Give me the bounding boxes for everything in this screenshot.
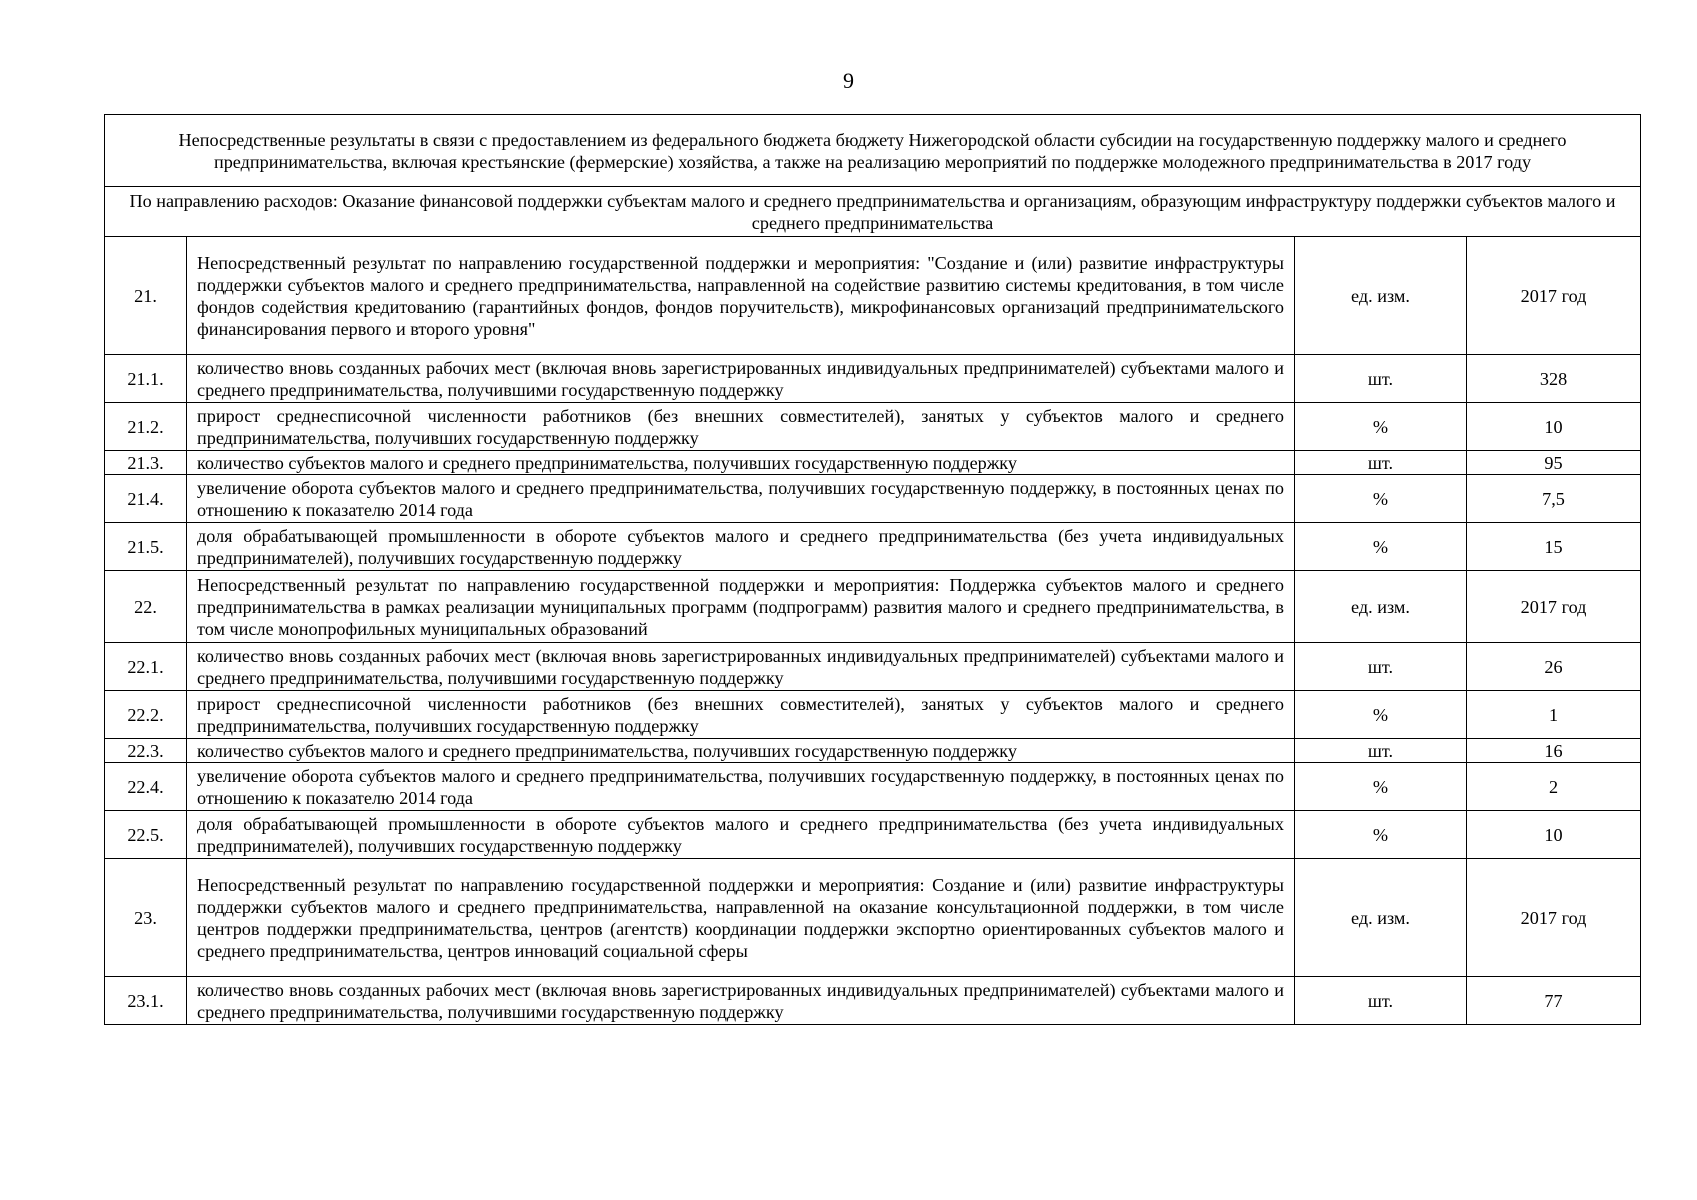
table-row: [105, 763, 1641, 811]
row-value: 2017 год: [1467, 571, 1641, 643]
row-unit: шт.: [1295, 355, 1467, 403]
table-row: [105, 811, 1641, 859]
row-description: увеличение оборота субъектов малого и среднего предпринимательства, получивших государственную поддержку, в постоянных ценах по отношению к показателю 2014 года: [187, 763, 1295, 811]
row-number: 23.1.: [105, 977, 187, 1025]
row-description: прирост среднесписочной численности работников (без внешних совместителей), занятых у субъектов малого и среднего предпринимательства, получивших государственную поддержку: [187, 691, 1295, 739]
row-unit: %: [1295, 763, 1467, 811]
row-unit: шт.: [1295, 739, 1467, 763]
row-description: количество вновь созданных рабочих мест (включая вновь зарегистрированных индивидуальных предпринимателей) субъектами малого и среднего предпринимательства, получившими государственную поддержку: [187, 643, 1295, 691]
row-value: 10: [1467, 811, 1641, 859]
table-row: [105, 355, 1641, 403]
row-value: 7,5: [1467, 475, 1641, 523]
row-number: 22.: [105, 571, 187, 643]
row-value: 1: [1467, 691, 1641, 739]
row-value: 15: [1467, 523, 1641, 571]
table-row: [105, 237, 1641, 355]
table-row: [105, 403, 1641, 451]
row-number: 22.1.: [105, 643, 187, 691]
row-value: 2017 год: [1467, 237, 1641, 355]
row-number: 21.2.: [105, 403, 187, 451]
row-description: Непосредственный результат по направлению государственной поддержки и мероприятия: Поддержка субъектов малого и среднего предпринимательства в рамках реализации муниципальных программ (подпрограмм) развития малого и среднего предпринимательства, в том числе монопрофильных муниципальных образований: [187, 571, 1295, 643]
row-unit: шт.: [1295, 451, 1467, 475]
row-description: доля обрабатывающей промышленности в обороте субъектов малого и среднего предпринимательства (без учета индивидуальных предпринимателей), получивших государственную поддержку: [187, 523, 1295, 571]
row-description: количество субъектов малого и среднего предпринимательства, получивших государственную поддержку: [187, 451, 1295, 475]
row-description: доля обрабатывающей промышленности в обороте субъектов малого и среднего предпринимательства (без учета индивидуальных предпринимателей), получивших государственную поддержку: [187, 811, 1295, 859]
table-row: [105, 739, 1641, 763]
row-value: 26: [1467, 643, 1641, 691]
row-unit: шт.: [1295, 977, 1467, 1025]
row-description: прирост среднесписочной численности работников (без внешних совместителей), занятых у субъектов малого и среднего предпринимательства, получивших государственную поддержку: [187, 403, 1295, 451]
row-unit: %: [1295, 523, 1467, 571]
row-number: 22.2.: [105, 691, 187, 739]
row-description: количество вновь созданных рабочих мест (включая вновь зарегистрированных индивидуальных предпринимателей) субъектами малого и среднего предпринимательства, получившими государственную поддержку: [187, 977, 1295, 1025]
row-number: 21.1.: [105, 355, 187, 403]
table-row: [105, 475, 1641, 523]
row-description: количество субъектов малого и среднего предпринимательства, получивших государственную поддержку: [187, 739, 1295, 763]
row-description: количество вновь созданных рабочих мест (включая вновь зарегистрированных индивидуальных предпринимателей) субъектами малого и среднего предпринимательства, получившими государственную поддержку: [187, 355, 1295, 403]
row-number: 23.: [105, 859, 187, 977]
row-value: 2017 год: [1467, 859, 1641, 977]
row-number: 21.4.: [105, 475, 187, 523]
row-description: увеличение оборота субъектов малого и среднего предпринимательства, получивших государственную поддержку, в постоянных ценах по отношению к показателю 2014 года: [187, 475, 1295, 523]
row-description: Непосредственный результат по направлению государственной поддержки и мероприятия: Создание и (или) развитие инфраструктуры поддержки субъектов малого и среднего предпринимательства, направленной на оказание консультационной поддержки, в том числе центров поддержки предпринимательства, центров (агентств) координации поддержки экспортно ориентированных субъектов малого и среднего предпринимательства, центров инноваций социальной сферы: [187, 859, 1295, 977]
row-unit: %: [1295, 691, 1467, 739]
row-number: 22.4.: [105, 763, 187, 811]
row-value: 2: [1467, 763, 1641, 811]
expense-direction: По направлению расходов: Оказание финансовой поддержки субъектам малого и среднего предпринимательства и организациям, образующим инфраструктуру поддержки субъектов малого и среднего предпринимательства: [105, 187, 1641, 237]
table-row: [105, 977, 1641, 1025]
table-direction-row: [105, 187, 1641, 237]
row-number: 22.5.: [105, 811, 187, 859]
row-number: 21.5.: [105, 523, 187, 571]
table-row: [105, 859, 1641, 977]
row-unit: %: [1295, 403, 1467, 451]
table-row: [105, 691, 1641, 739]
results-table: [104, 114, 1641, 1025]
row-value: 10: [1467, 403, 1641, 451]
row-unit: ед. изм.: [1295, 859, 1467, 977]
table-row: [105, 523, 1641, 571]
row-value: 328: [1467, 355, 1641, 403]
row-unit: ед. изм.: [1295, 237, 1467, 355]
row-unit: ед. изм.: [1295, 571, 1467, 643]
row-description: Непосредственный результат по направлению государственной поддержки и мероприятия: "Создание и (или) развитие инфраструктуры поддержки субъектов малого и среднего предпринимательства, направленной на содействие развитию системы кредитования, в том числе фондов содействия кредитованию (гарантийных фондов, фондов поручительств), микрофинансовых организаций предпринимательского финансирования первого и второго уровня": [187, 237, 1295, 355]
row-value: 95: [1467, 451, 1641, 475]
row-unit: шт.: [1295, 643, 1467, 691]
table-row: [105, 571, 1641, 643]
table-row: [105, 451, 1641, 475]
row-number: 22.3.: [105, 739, 187, 763]
table-row: [105, 643, 1641, 691]
table-title-row: [105, 115, 1641, 187]
row-value: 16: [1467, 739, 1641, 763]
row-number: 21.: [105, 237, 187, 355]
table-title: Непосредственные результаты в связи с предоставлением из федерального бюджета бюджету Нижегородской области субсидии на государственную поддержку малого и среднего предпринимательства, включая крестьянские (фермерские) хозяйства, а также на реализацию мероприятий по поддержке молодежного предпринимательства в 2017 году: [105, 115, 1641, 187]
page-number: 9: [843, 68, 854, 93]
row-unit: %: [1295, 811, 1467, 859]
row-number: 21.3.: [105, 451, 187, 475]
row-value: 77: [1467, 977, 1641, 1025]
row-unit: %: [1295, 475, 1467, 523]
